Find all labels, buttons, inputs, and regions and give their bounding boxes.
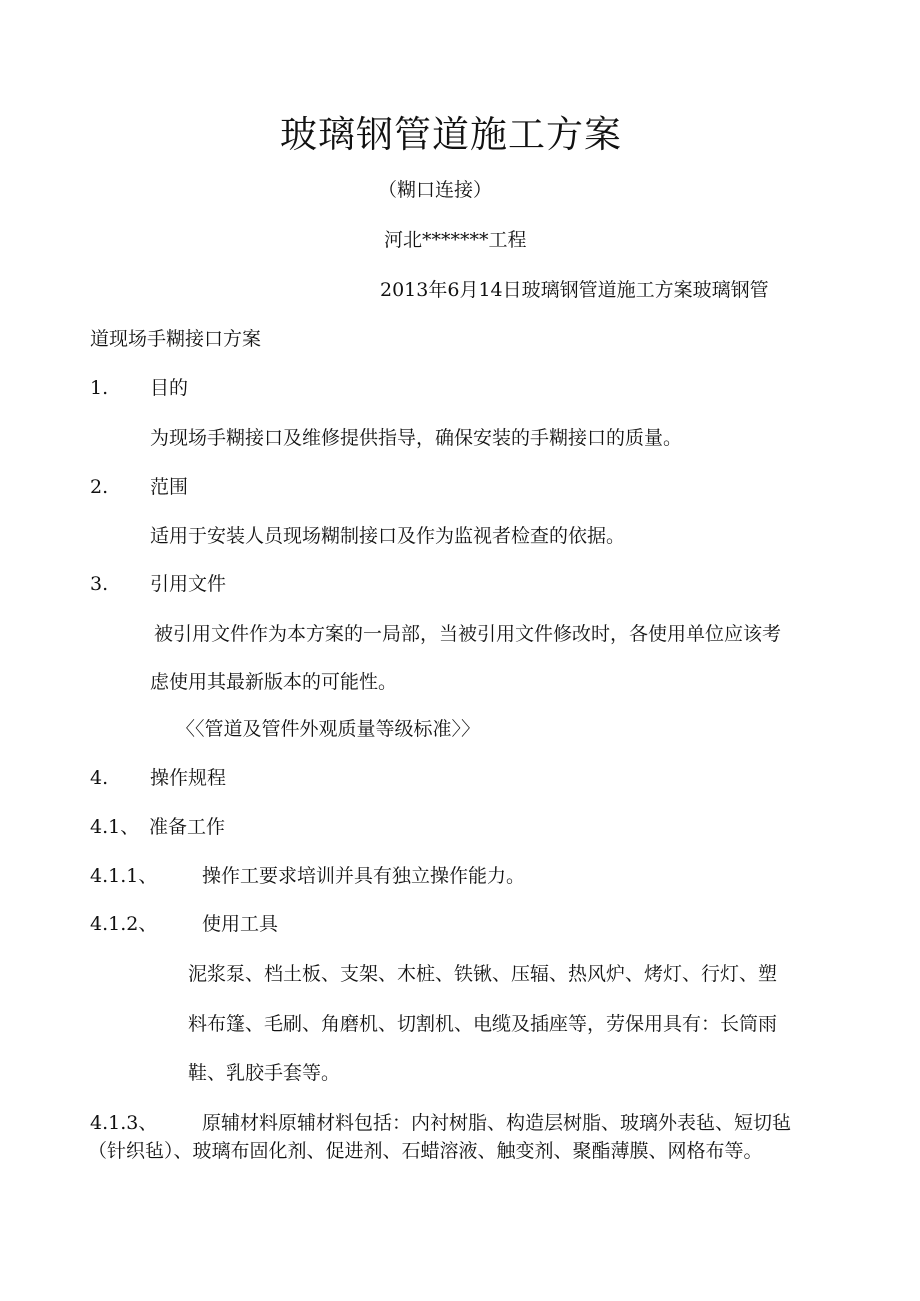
section-2-title: 范围 <box>150 476 189 498</box>
section-3-body-line-1: 被引用文件作为本方案的一局部，当被引用文件修改时，各使用单位应该考 <box>154 623 782 645</box>
section-1-number: 1. <box>90 377 109 399</box>
section-4-1-number: 4.1、 <box>90 816 140 838</box>
document-subtitle: （糊口连接） <box>378 179 493 201</box>
section-2-body: 适用于安装人员现场糊制接口及作为监视者检查的依据。 <box>150 525 626 547</box>
section-4-1-2-number: 4.1.2、 <box>90 913 158 935</box>
section-4-1-2-body-line-3: 鞋、乳胶手套等。 <box>188 1062 341 1084</box>
date-line: 2013年6月14日玻璃钢管道施工方案玻璃钢管 <box>380 279 769 301</box>
project-name: 河北*******工程 <box>384 229 527 251</box>
section-4-1-3-continuation: （针织毡）、玻璃布固化剂、促进剂、石蜡溶液、触变剂、聚酯薄膜、网格布等。 <box>88 1140 763 1162</box>
section-4-1-1-number: 4.1.1、 <box>90 865 158 887</box>
section-3-title: 引用文件 <box>150 573 227 595</box>
section-4-title: 操作规程 <box>150 767 227 789</box>
section-3-number: 3. <box>90 573 109 595</box>
section-4-1-2-title: 使用工具 <box>202 913 279 935</box>
section-3-reference: 〈〈管道及管件外观质量等级标准〉〉 <box>176 718 481 740</box>
section-4-1-title: 准备工作 <box>149 816 226 838</box>
section-4-1-3-number: 4.1.3、 <box>90 1112 158 1134</box>
section-4-1-3-text: 原辅材料原辅材料包括：内衬树脂、构造层树脂、玻璃外表毡、短切毡 <box>202 1112 792 1134</box>
section-1-title: 目的 <box>150 377 189 399</box>
section-1-body: 为现场手糊接口及维修提供指导，确保安装的手糊接口的质量。 <box>150 427 683 449</box>
section-4-1-2-body-line-2: 料布篷、毛刷、角磨机、切割机、电缆及插座等，劳保用具有：长筒雨 <box>188 1013 778 1035</box>
document-title: 玻璃钢管道施工方案 <box>280 113 622 156</box>
section-2-number: 2. <box>90 476 109 498</box>
date-line-continuation: 道现场手糊接口方案 <box>90 328 262 350</box>
section-4-number: 4. <box>90 767 109 789</box>
section-4-1-2-body-line-1: 泥浆泵、档土板、支架、木桩、铁锹、压辐、热风炉、烤灯、行灯、塑 <box>188 963 778 985</box>
section-3-body-line-2: 虑使用其最新版本的可能性。 <box>150 671 398 693</box>
section-4-1-1-text: 操作工要求培训并具有独立操作能力。 <box>202 865 526 887</box>
